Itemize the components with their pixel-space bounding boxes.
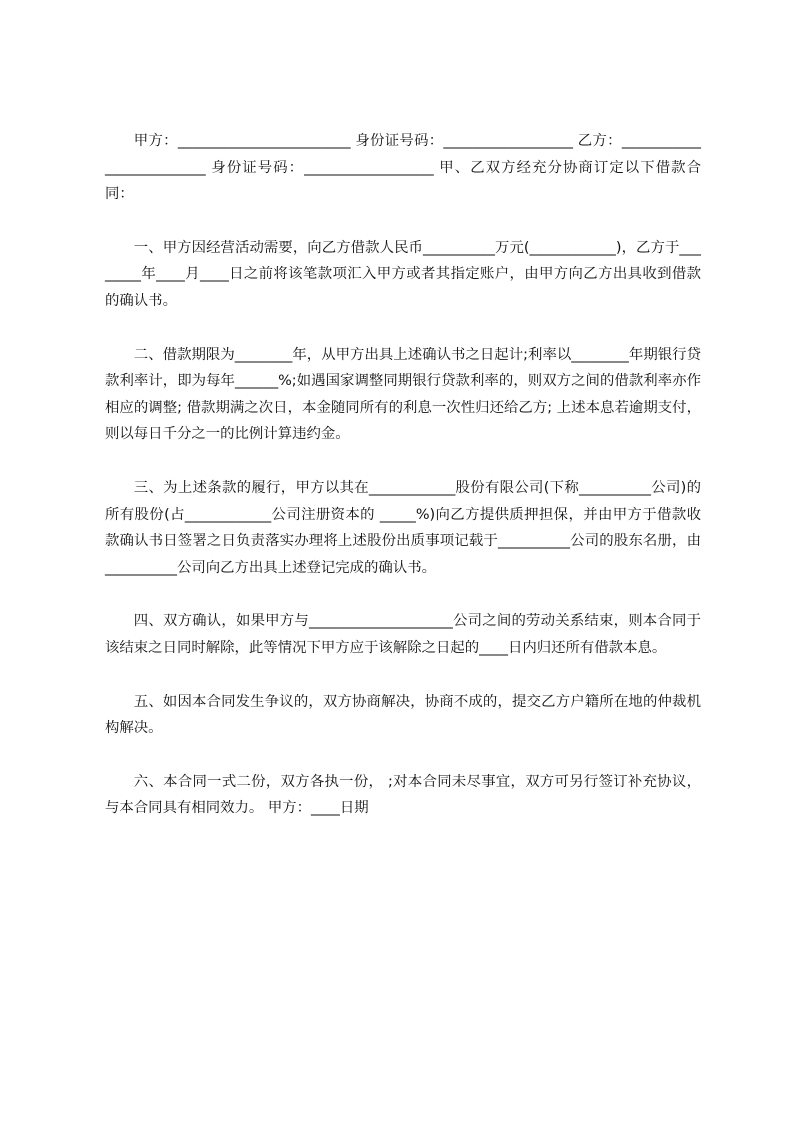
clause-2-term-interest: 二、借款期限为________年，从甲方出具上述确认书之日起计;利率以________年期银行贷款利率计，即为每年______%;如遇国家调整同期银行贷款利率的，则双方之间的借款利率亦作相应的调整; 借款期满之次日，本金随同所有的利息一次性归还给乙方; 上述本息若逾期支付，则以每日千分之一的比例计算违约金。 xyxy=(105,346,701,443)
clause-4-termination: 四、双方确认，如果甲方与____________________公司之间的劳动关系结束，则本合同于该结束之日同时解除，此等情况下甲方应于该解除之日起的____日内归还所有借款本息。 xyxy=(105,613,701,656)
paragraph-gap xyxy=(105,581,701,608)
clause-1-loan-amount: 一、甲方因经营活动需要，向乙方借款人民币__________万元(____________)，乙方于________年____月____日之前将该笔款项汇入甲方或者其指定账户，由甲方向乙方出具收到借款的确认书。 xyxy=(105,239,701,309)
paragraph-gap xyxy=(105,742,701,769)
document-body xyxy=(105,128,701,822)
contract-intro: 甲方：________________________ 身份证号码：__________________ 乙方：_________________________ 身份证号码：__________________ 甲、乙双方经充分协商订定以下借款合同： xyxy=(105,133,701,203)
clause-6-copies-signature: 六、本合同一式二份，双方各执一份， ;对本合同未尽事宜，双方可另行签订补充协议，与本合同具有相同效力。 甲方：____日期 xyxy=(105,773,701,817)
paragraph-gap xyxy=(105,662,701,689)
paragraph-gap xyxy=(105,208,701,235)
clause-5-dispute: 五、如因本合同发生争议的，双方协商解决，协商不成的，提交乙方户籍所在地的仲裁机构解决。 xyxy=(105,693,701,737)
paragraph-gap xyxy=(105,315,701,342)
clause-3-pledge: 三、为上述条款的履行，甲方以其在____________股份有限公司(下称__________公司)的所有股份(占____________公司注册资本的 _____%)向乙方提供质押担保，并由甲方于借款收款确认书日签署之日负责落实办理将上述股份出质事项记载于__________公司的股东名册，由__________公司向乙方出具上述登记完成的确认书。 xyxy=(105,479,701,576)
paragraph-gap xyxy=(105,448,701,475)
